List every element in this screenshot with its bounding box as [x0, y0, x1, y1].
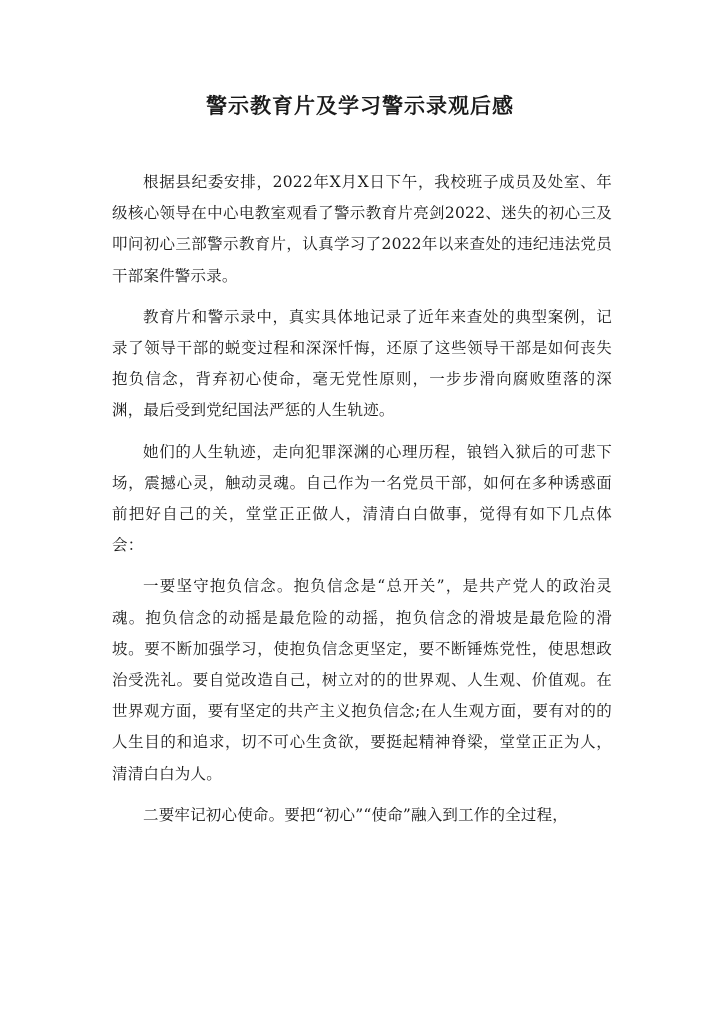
paragraph-4: 一要坚守抱负信念。抱负信念是“总开关”，是共产党人的政治灵魂。抱负信念的动摇是最危险的动摇，抱负信念的滑坡是最危险的滑坡。要不断加强学习，使抱负信念更坚定，要不断锤炼党性，使思想政治受洗礼。要自觉改造自己，树立对的的世界观、人生观、价值观。在世界观方面，要有坚定的共产主义抱负信念;在人生观方面，要有对的的人生目的和追求，切不可心生贪欲，要挺起精神脊梁，堂堂正正为人，清清白白为人。 [112, 577, 612, 783]
document-body [112, 167, 612, 841]
paragraph-3: 她们的人生轨迹，走向犯罪深渊的心理历程，锒铛入狱后的可悲下场，震撼心灵，触动灵魂。自己作为一名党员干部，如何在多种诱惑面前把好自己的关，堂堂正正做人，清清白白做事，觉得有如下几点体会： [112, 442, 612, 555]
paragraph-1: 根据县纪委安排，2022年X月X日下午，我校班子成员及处室、年级核心领导在中心电教室观看了警示教育片亮剑2022、迷失的初心三及叩问初心三部警示教育片，认真学习了2022年以来查处的违纪违法党员干部案件警示录。 [112, 173, 612, 285]
paragraph-2: 教育片和警示录中，真实具体地记录了近年来查处的典型案例，记录了领导干部的蜕变过程和深深忏悔，还原了这些领导干部是如何丧失抱负信念，背弃初心使命，毫无党性原则，一步步滑向腐败堕落的深渊，最后受到党纪国法严惩的人生轨迹。 [112, 307, 612, 420]
paragraph-5: 二要牢记初心使命。要把“初心”“使命”融入到工作的全过程， [143, 805, 568, 824]
document-title: 警示教育片及学习警示录观后感 [206, 93, 514, 118]
